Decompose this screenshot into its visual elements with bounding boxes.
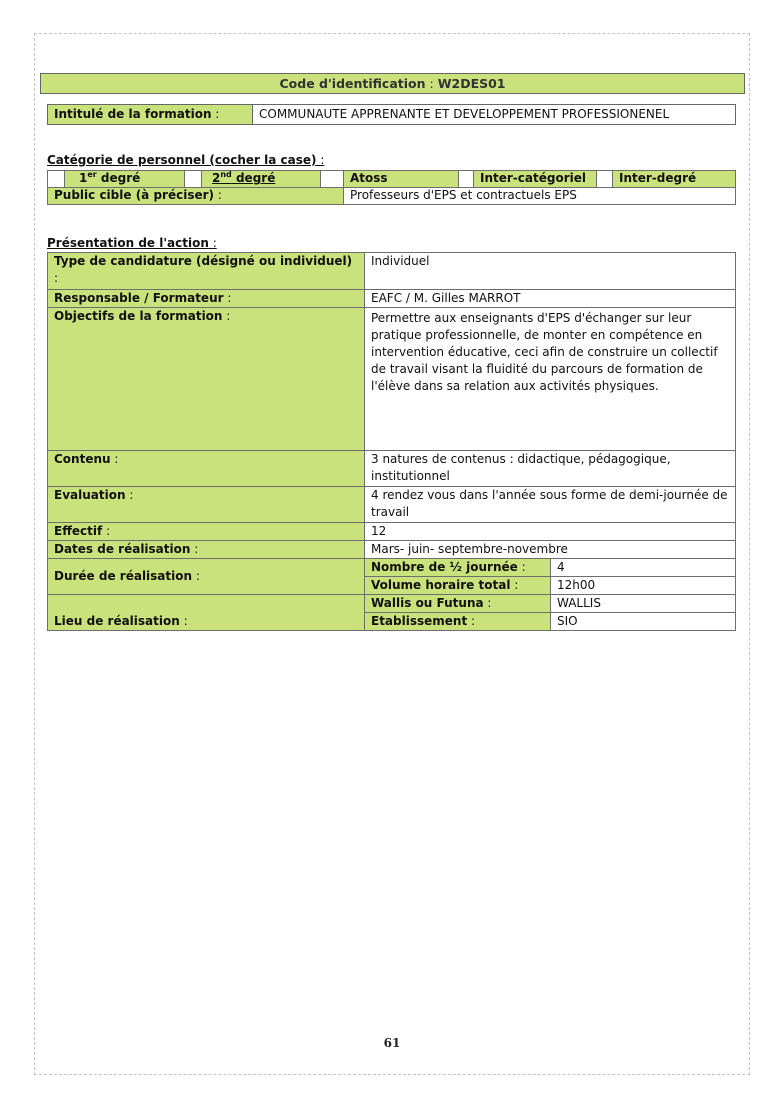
checkbox-inter-categoriel[interactable] — [459, 171, 474, 188]
intitule-value: COMMUNAUTE APPRENANTE ET DEVELOPPEMENT PROFESSIONENEL — [253, 105, 736, 125]
option-inter-categoriel: Inter-catégoriel — [474, 171, 597, 188]
row-type-candidature — [48, 253, 736, 290]
categorie-options-row — [48, 171, 736, 188]
lieu-label: Lieu de réalisation : — [48, 595, 365, 631]
public-cible-row — [48, 188, 736, 205]
row-objectifs — [48, 308, 736, 451]
responsable-label: Responsable / Formateur : — [48, 290, 365, 308]
evaluation-value: 4 rendez vous dans l'année sous forme de demi-journée de travail — [365, 487, 736, 523]
code-value: W2DES01 — [437, 76, 506, 91]
code-identification-bar: Code d'identification : W2DES01 — [40, 73, 745, 94]
option-2nd-degre: 2nd degré — [202, 171, 321, 188]
contenu-label: Contenu : — [48, 451, 365, 487]
responsable-value: EAFC / M. Gilles MARROT — [365, 290, 736, 308]
categorie-table — [47, 170, 736, 205]
code-label: Code d'identification — [279, 76, 426, 91]
row-duree-1 — [48, 559, 736, 577]
evaluation-label: Evaluation : — [48, 487, 365, 523]
presentation-table — [47, 252, 736, 631]
option-atoss: Atoss — [344, 171, 459, 188]
option-inter-degre: Inter-degré — [613, 171, 736, 188]
contenu-value: 3 natures de contenus : didactique, pédagogique, institutionnel — [365, 451, 736, 487]
duree-label: Durée de réalisation : — [48, 559, 365, 595]
wallis-futuna-label: Wallis ou Futuna : — [365, 595, 551, 613]
row-responsable — [48, 290, 736, 308]
volume-horaire-value: 12h00 — [551, 577, 736, 595]
checkbox-2nd-degre[interactable] — [185, 171, 202, 188]
etablissement-value: SIO — [551, 613, 736, 631]
checkbox-atoss[interactable] — [321, 171, 344, 188]
type-candidature-value: Individuel — [365, 253, 736, 290]
effectif-label: Effectif : — [48, 523, 365, 541]
volume-horaire-label: Volume horaire total : — [365, 577, 551, 595]
row-effectif — [48, 523, 736, 541]
etablissement-label: Etablissement : — [365, 613, 551, 631]
wallis-futuna-value: WALLIS — [551, 595, 736, 613]
nombre-demi-journee-value: 4 — [551, 559, 736, 577]
checkbox-inter-degre[interactable] — [597, 171, 613, 188]
checkbox-1er-degre[interactable] — [48, 171, 65, 188]
public-cible-label: Public cible (à préciser) : — [48, 188, 344, 205]
objectifs-label: Objectifs de la formation : — [48, 308, 365, 451]
dates-label: Dates de réalisation : — [48, 541, 365, 559]
categorie-heading: Catégorie de personnel (cocher la case) : — [47, 153, 325, 167]
dates-value: Mars- juin- septembre-novembre — [365, 541, 736, 559]
option-1er-degre: 1er degré — [65, 171, 185, 188]
effectif-value: 12 — [365, 523, 736, 541]
row-dates — [48, 541, 736, 559]
row-lieu-1 — [48, 595, 736, 613]
nombre-demi-journee-label: Nombre de ½ journée : — [365, 559, 551, 577]
presentation-heading: Présentation de l'action : — [47, 236, 217, 250]
row-contenu — [48, 451, 736, 487]
public-cible-value: Professeurs d'EPS et contractuels EPS — [344, 188, 736, 205]
intitule-label-cell: Intitulé de la formation : — [48, 105, 253, 125]
page-number: 61 — [383, 1036, 401, 1050]
row-evaluation — [48, 487, 736, 523]
objectifs-value: Permettre aux enseignants d'EPS d'échanger sur leur pratique professionnelle, de monter en compétence en intervention éducative, ceci afin de construire un collectif de travail visant la fluidité du parcours de formation de l'élève dans sa relation aux activités physiques. — [365, 308, 736, 451]
type-candidature-label: Type de candidature (désigné ou individuel) : — [48, 253, 365, 290]
intitule-table — [47, 104, 736, 125]
